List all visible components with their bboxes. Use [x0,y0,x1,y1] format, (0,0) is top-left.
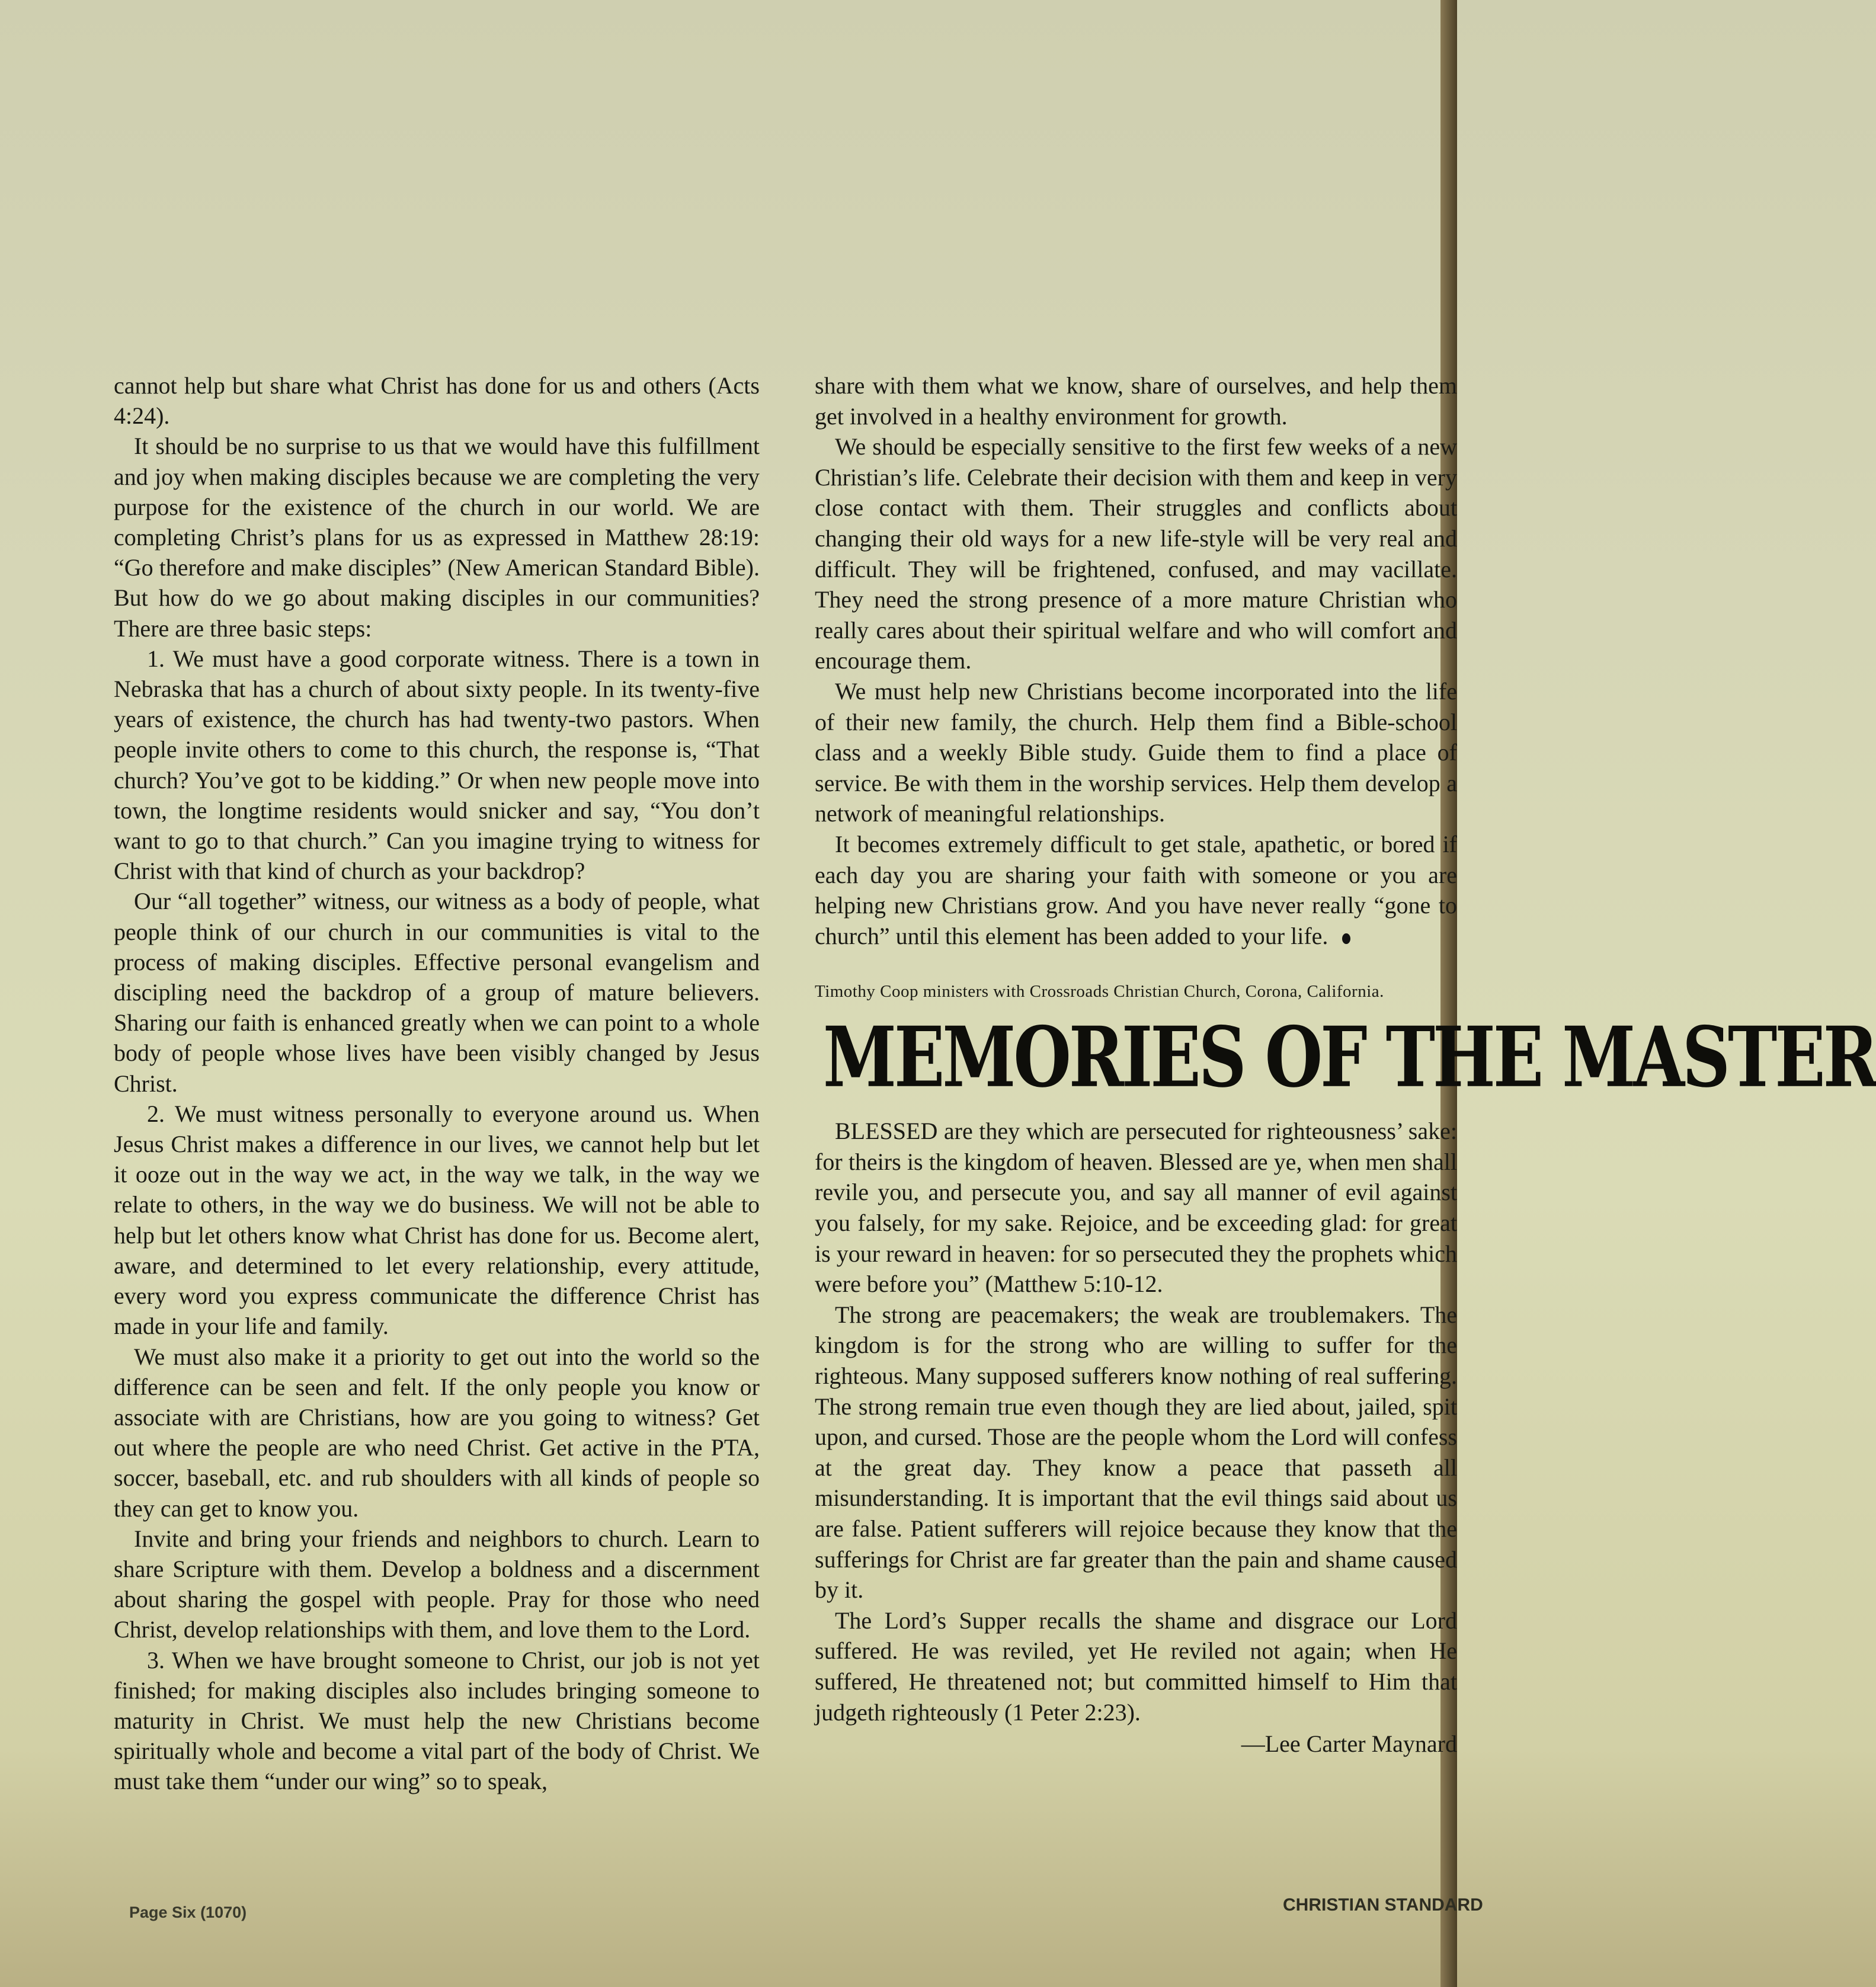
paragraph: We must help new Christians become incorporated into the life of their new family, the church. Help them find a Bible-school class and a weekly Bible study. Guide them to find a place of service. Be with them in the worship services. Help them develop a network of meaningful relationships. [815,677,1457,827]
paragraph: The strong are peacemakers; the weak are troublemakers. The kingdom is for the strong who are willing to suffer for the righteous. Many supposed sufferers know nothing of real suffering. The strong remain true even though they are lied about, jailed, spit upon, and cursed. Those are the people whom the Lord will confess at the great day. They know a peace that passeth all misunderstanding. It is important that the evil things said about us are false. Patient sufferers will rejoice because they know that the sufferings for Christ are far greater than the pain and shame caused by it. [815,1301,1457,1604]
step-three-paragraph: 3. When we have brought someone to Christ, our job is not yet finished; for making disciples also includes bringing someone to maturity in Christ. We must help the new Christians become spiritually whole and become a vital part of the body of Christ. We must take them “under our wing” so to speak, [114,1646,760,1795]
paragraph: It should be no surprise to us that we would have this fulfillment and joy when making disciples because we are completing the very purpose for the existence of the church in our world. We are completing Christ’s plans for us as expressed in Matthew 28:19: “Go therefore and make disciples” (New American Standard Bible). But how do we go about making disciples in our communities? There are three basic steps: [114,433,760,642]
author-credit: Timothy Coop ministers with Crossroads Christian Church, Corona, California. [815,982,1384,1002]
article-right-column [815,370,1876,1759]
publication-name: CHRISTIAN STANDARD [1283,1895,1483,1915]
paragraph: Our “all together” witness, our witness as a body of people, what people think of our church in our communities is vital to the process of making disciples. Effective personal evangelism and discipling need the backdrop of a group of mature believers. Sharing our faith is enhanced greatly when we can point to a whole body of people whose lives have been visibly changed by Jesus Christ. [114,888,760,1097]
step-two-paragraph: 2. We must witness personally to everyone around us. When Jesus Christ makes a difference in our lives, we cannot help but let it ooze out in the way we act, in the way we talk, in the way we relate to others, in the way we do business. We will not be able to help but let others know what Christ has done for us. Become alert, aware, and determined to let every relationship, every attitude, every word you express communicate the difference Christ has made in your life and family. [114,1100,760,1340]
closing-paragraph [815,829,1457,951]
page-number: Page Six (1070) [129,1903,247,1921]
paragraph: share with them what we know, share of ourselves, and help them get involved in a healthy environment for growth. [815,372,1457,430]
paragraph: We should be especially sensitive to the first few weeks of a new Christian’s life. Celebrate their decision with them and keep in very close contact with them. Their struggles and conflicts about changing their old ways for a new life-style will be very real and difficult. They will be frightened, confused, and may vacillate. They need the strong presence of a more mature Christian who really cares about their spiritual welfare and who will comfort and encourage them. [815,433,1457,674]
paragraph: cannot help but share what Christ has done for us and others (Acts 4:24). [114,372,760,430]
article-left-column [114,370,760,1797]
paragraph: The Lord’s Supper recalls the shame and disgrace our Lord suffered. He was reviled, yet He reviled not again; when He suffered, He threatened not; but committed himself to Him that judgeth righteously (1 Peter 2:23). [815,1607,1457,1726]
paragraph: Invite and bring your friends and neighbors to church. Learn to share Scripture with them. Develop a boldness and a discernment about sharing the gospel with people. Pray for those who need Christ, develop relationships with them, and love them to the Lord. [114,1525,760,1643]
paragraph: We must also make it a priority to get out into the world so the difference can be seen and felt. If the only people you know or associate with are Christians, how are you going to witness? Get out where the people are who need Christ. Get active in the PTA, soccer, baseball, etc. and rub shoulders with all kinds of people so they can get to know you. [114,1343,760,1522]
memories-of-the-master-heading: MEMORIES OF THE MASTER [823,1009,1876,1106]
scripture-paragraph: BLESSED are they which are persecuted for righteousness’ sake: for theirs is the kingdom of heaven. Blessed are ye, when men shall revile you, and persecute you, and say all manner of evil against you falsely, for my sake. Rejoice, and be exceeding glad: for great is your reward in heaven: for so persecuted they the prophets which were before you” (Matthew 5:10-12. [815,1118,1457,1298]
end-of-article-bullet [1342,933,1350,944]
author-signature: —Lee Carter Maynard [1241,1730,1457,1758]
memories-of-the-master-body [815,1116,1457,1759]
step-one-paragraph: 1. We must have a good corporate witness. There is a town in Nebraska that has a church of about sixty people. In its twenty-five years of existence, the church has had twenty-two pastors. When people invite others to come to this church, the response is, “That church? You’ve got to be kidding.” Or when new people move into town, the longtime residents would snicker and say, “You don’t want to go to that church.” Can you imagine trying to witness for Christ with that kind of church as your backdrop? [114,645,760,885]
closing-text: It becomes extremely difficult to get stale, apathetic, or bored if each day you are sharing your faith with someone or you are helping new Christians grow. And you have never really “gone to church” until this element has been added to your life. [815,830,1457,949]
